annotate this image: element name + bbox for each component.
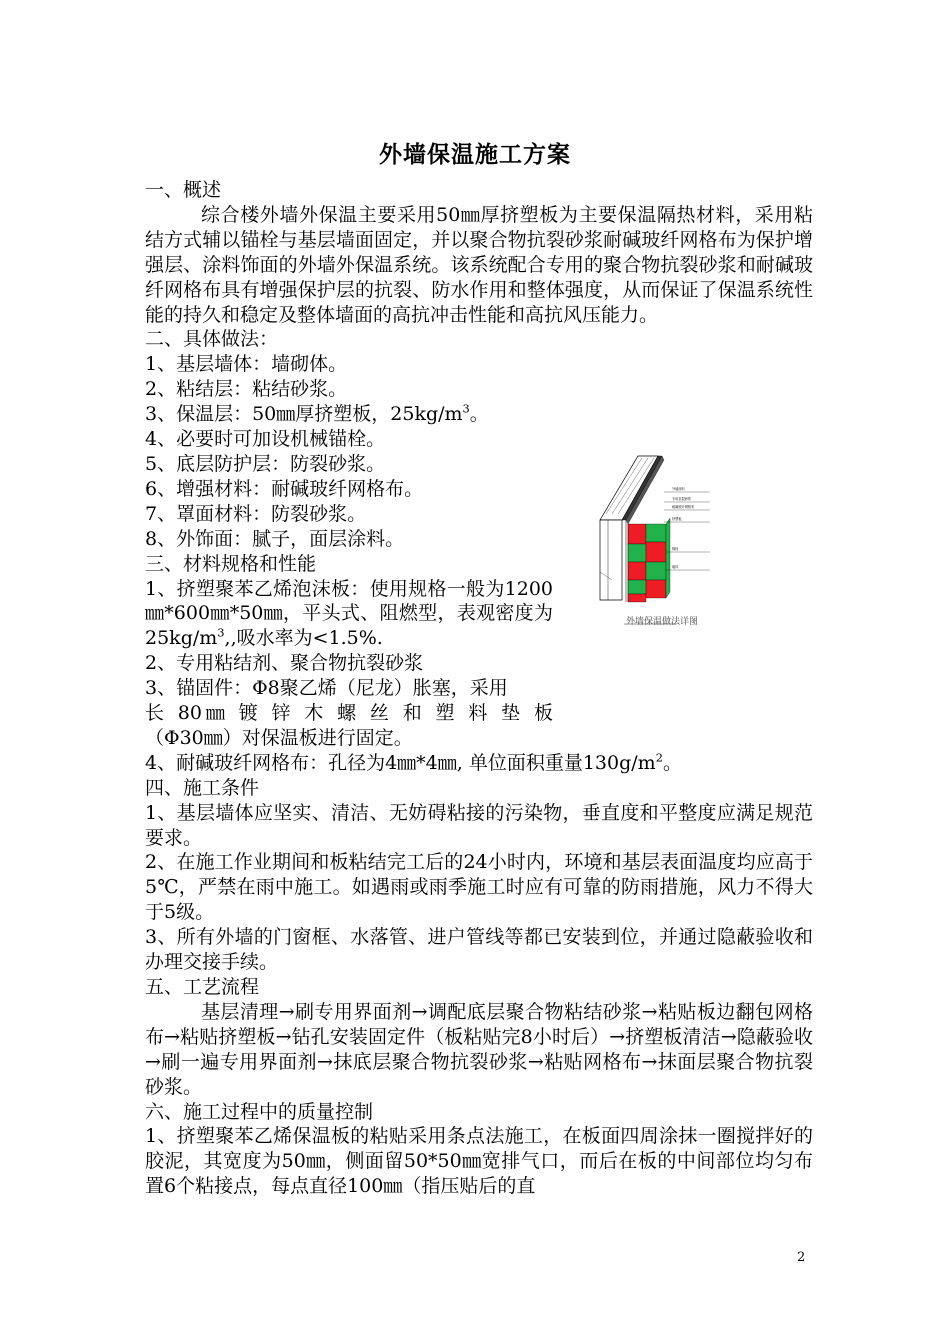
section-4-heading: 四、施工条件 bbox=[145, 776, 260, 799]
insulation-board-red bbox=[628, 524, 646, 544]
insulation-board-red bbox=[646, 580, 666, 598]
section-6-paragraph: 1、挤塑聚苯乙烯保温板的粘贴采用条点法施工，在板面四周涂抹一圈搅拌好的胶泥，其宽度为50㎜，侧面留50*50㎜宽排气口，而后在板的中间部位均匀布置6个粘接点，每点直径100㎜（指压贴后的直 bbox=[145, 1125, 813, 1198]
section-2-item: 5、底层防护层：防裂砂浆。 bbox=[145, 452, 386, 475]
figure-caption: 外墙保温做法详图 bbox=[626, 617, 699, 627]
superscript: 3 bbox=[462, 401, 470, 416]
section-3-item-4 bbox=[145, 751, 813, 776]
section-3-item-3-line-3: （Φ30㎜）对保温板进行固定。 bbox=[145, 726, 413, 749]
section-2-item: 6、增强材料：耐碱玻纤网格布。 bbox=[145, 477, 424, 500]
section-3-item-3-line-2: 长 80㎜ 镀 锌 木 螺 丝 和 塑 料 垫 板 bbox=[145, 702, 553, 725]
diagram-label: 挤塑板 bbox=[672, 517, 682, 521]
insulation-layer-diagram bbox=[598, 452, 718, 630]
page-number: 2 bbox=[797, 1250, 806, 1265]
diagram-label: 专用抗裂砂浆 bbox=[672, 497, 692, 501]
section-2-item: 2、粘结层：粘结砂浆。 bbox=[145, 378, 348, 401]
section-6-heading: 六、施工过程中的质量控制 bbox=[145, 1100, 374, 1123]
section-1-paragraph: 综合楼外墙外保温主要采用50㎜厚挤塑板为主要保温隔热材料，采用粘结方式辅以锚栓与基层墙面固定，并以聚合物抗裂砂浆耐碱玻纤网格布为保护增强层、涂料饰面的外墙外保温系统。该系统配合专用的聚合物抗裂砂浆和耐碱玻纤网格布具有增强保护层的抗裂、防水作用和整体强度，从而保证了保温系统性能的持久和稳定及整体墙面的高抗冲击性能和高抗风压能力。 bbox=[145, 203, 813, 326]
insulation-board-red bbox=[628, 594, 646, 602]
insulation-board-green bbox=[646, 562, 666, 580]
diagram-label: 耐碱玻纤网格布 bbox=[672, 505, 695, 509]
section-3-heading: 三、材料规格和性能 bbox=[145, 552, 317, 575]
section-5-paragraph: 基层清理→刷专用界面剂→调配底层聚合物粘结砂浆→粘贴板边翻包网格布→粘贴挤塑板→钻孔安装固定件（板粘贴完8小时后）→挤塑板清洁→隐蔽验收→刷一遍专用界面剂→抹底层聚合物抗裂砂浆→粘贴网格布→抹面层聚合物抗裂砂浆。 bbox=[145, 1000, 813, 1098]
section-3-item-1 bbox=[145, 577, 553, 652]
insulation-board-red bbox=[646, 542, 666, 562]
section-4-item: 2、在施工作业期间和板粘结完工后的24小时内，环境和基层表面温度均应高于5℃，严禁在雨中施工。如遇雨或雨季施工时应有可靠的防雨措施，风力不得大于5级。 bbox=[145, 851, 813, 924]
insulation-board-green bbox=[646, 524, 666, 542]
section-3-item-1-text: 1、挤塑聚苯乙烯泡沫板：使用规格一般为1200㎜*600㎜*50㎜，平头式、阻燃型，表观密度为25kg/m bbox=[145, 577, 553, 650]
section-3-item-4-text: 4、耐碱玻纤网格布：孔径为4㎜*4㎜, 单位面积重量130g/m bbox=[145, 751, 656, 774]
insulation-board-green bbox=[628, 580, 646, 594]
insulation-board-green bbox=[628, 544, 646, 562]
section-3-item-1-end: ,,吸水率为<1.5%. bbox=[224, 627, 383, 650]
section-4-item: 3、所有外墙的门窗框、水落管、进户管线等都已安装到位，并通过隐蔽验收和办理交接手续。 bbox=[145, 926, 813, 974]
section-5-heading: 五、工艺流程 bbox=[145, 976, 260, 998]
wall-side-face bbox=[600, 520, 622, 600]
superscript: 3 bbox=[217, 625, 225, 640]
section-2-heading: 二、具体做法： bbox=[145, 328, 279, 351]
section-2-item: 8、外饰面：腻子，面层涂料。 bbox=[145, 527, 405, 550]
superscript: 2 bbox=[655, 750, 663, 765]
section-2-item: 1、基层墙体：墙砌体。 bbox=[145, 353, 348, 376]
diagram-label: 墙体 bbox=[672, 565, 679, 569]
diagram-label: 外墙涂料 bbox=[672, 487, 685, 491]
document-body bbox=[145, 178, 813, 1199]
section-3-item-4-end: 。 bbox=[662, 751, 682, 774]
section-2-item: 4、必要时可加设机械锚栓。 bbox=[145, 428, 386, 451]
section-1-heading: 一、概述 bbox=[145, 179, 222, 201]
section-2-item-text: 3、保温层：50㎜厚挤塑板，25kg/m bbox=[145, 403, 463, 426]
section-2-item: 7、罩面材料：防裂砂浆。 bbox=[145, 502, 367, 525]
section-3-item-2: 2、专用粘结剂、聚合物抗裂砂浆 bbox=[145, 652, 424, 675]
insulation-board-red bbox=[628, 562, 646, 580]
page-title: 外墙保温施工方案 bbox=[379, 141, 571, 168]
board-right-face bbox=[666, 518, 670, 598]
section-3-item-3-line-1: 3、锚固件：Φ8聚乙烯（尼龙）胀塞，采用 bbox=[145, 677, 508, 700]
section-2-item bbox=[145, 402, 813, 427]
diagram-label: 锚栓 bbox=[672, 547, 679, 551]
section-4-item: 1、基层墙体应坚实、清洁、无妨碍粘接的污染物，垂直度和平整度应满足规范要求。 bbox=[145, 801, 813, 849]
section-2-item-end: 。 bbox=[469, 403, 489, 426]
